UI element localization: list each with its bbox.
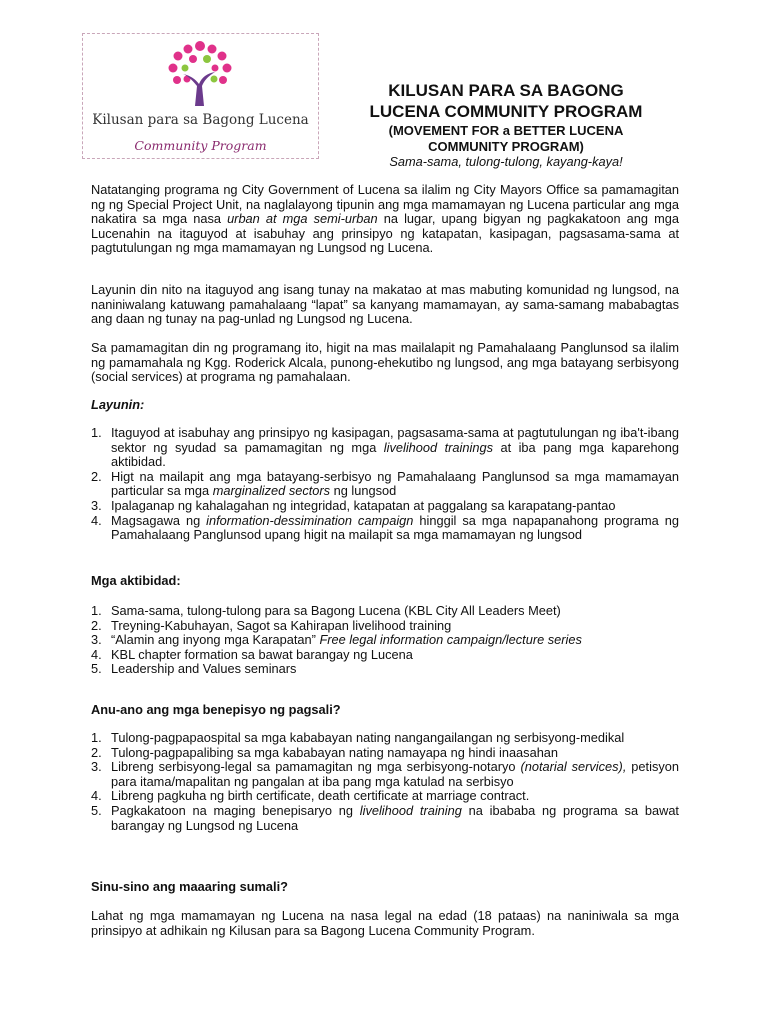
- list-item: [91, 619, 679, 634]
- text-run: Tulong-pagpapalibing sa mga kababayan nating namayapa ng hindi inaasahan: [111, 744, 559, 760]
- text-run: Treyning-Kabuhayan, Sagot sa Kahirapan livelihood training: [111, 617, 452, 633]
- text-run-italic: information-dessimination campaign: [206, 512, 414, 528]
- text-run-italic: (notarial services),: [520, 759, 627, 775]
- list-number: 2.: [91, 468, 102, 484]
- list-item: [91, 633, 679, 648]
- benepisyo-heading: Anu-ano ang mga benepisyo ng pagsali?: [91, 702, 341, 717]
- text-run-italic: marginalized sectors: [212, 483, 331, 499]
- text-run-italic: urban at mga semi-urban: [227, 211, 378, 227]
- list-number: 5.: [91, 802, 102, 818]
- text-run: na ibababa ng programa sa bawat barangay ng Lungsod ng Lucena: [111, 802, 679, 833]
- text-run: hinggil sa mga napapanahong programa ng Pamahalaang Panglunsod upang higit na mailapit sa mga mamamayan ng lungsod: [111, 512, 679, 543]
- aktibidad-heading: Mga aktibidad:: [91, 573, 181, 588]
- layunin-heading: Layunin:: [91, 397, 145, 412]
- sinusino-heading: Sinu-sino ang maaaring sumali?: [91, 879, 288, 894]
- text-run: Pagkakatoon na maging benepisaryo ng: [111, 802, 360, 818]
- list-item: [91, 662, 679, 677]
- list-number: 3.: [91, 759, 102, 775]
- text-run: Itaguyod at isabuhay ang prinsipyo ng kasipagan, pagsasama-sama at pagtutulungan ng iba't-ibang sektor ng syudad sa pamamagitan ng mga: [111, 425, 679, 455]
- text-run: Sama-sama, tulong-tulong para sa Bagong Lucena (KBL City All Leaders Meet): [111, 603, 561, 618]
- list-item: [91, 426, 679, 470]
- text-run: Higt na mailapit ang mga batayang-serbisyo ng Pamahalaang Panglunsod sa mga mamamayan particular sa mga: [111, 468, 679, 499]
- list-number: 3.: [91, 497, 102, 513]
- list-number: 2.: [91, 744, 102, 760]
- tagline: Sama-sama, tulong-tulong, kayang-kaya!: [389, 154, 623, 169]
- list-number: 1.: [91, 425, 102, 440]
- benepisyo-list: [91, 731, 679, 833]
- list-number: 4.: [91, 788, 102, 804]
- text-run: na lugar, upang bigyan ng pagkakatoon ang mga Lucenahin na itaguyod at isabuhay ang prinsipyo ng katapatan, kasipagan, pagsasama-sama at pagtutulungan ng mga mamamayan ng Lungsod ng Lucena.: [91, 211, 679, 256]
- list-number: 3.: [91, 632, 102, 648]
- intro-paragraph-2: Layunin din nito na itaguyod ang isang tunay na makatao at mas mabuting komunidad ng lungsod, na naniniwalang katuwang pamahalaang “lapat” sa kanyang mamamayan, ay sama-samang mababagtas ang daan ng tunay na pag-unlad ng Lungsod ng Lucena.: [91, 282, 679, 327]
- list-item: [91, 731, 679, 746]
- list-item: [91, 760, 679, 789]
- list-number: 4.: [91, 646, 102, 662]
- text-run: KBL chapter formation sa bawat barangay ng Lucena: [111, 646, 413, 662]
- title-line-1: KILUSAN PARA SA BAGONG: [388, 81, 624, 100]
- text-run-italic: livelihood trainings: [383, 439, 493, 455]
- list-number: 1.: [91, 603, 102, 618]
- text-run: Magsagawa ng: [111, 512, 207, 528]
- list-item: [91, 746, 679, 761]
- text-run-italic: Free legal information campaign/lecture series: [319, 632, 582, 648]
- aktibidad-list: [91, 604, 679, 677]
- text-run: Natatanging programa ng City Government of Lucena sa ilalim ng City Mayors Office sa pamamagitan ng ng Special Project Unit, na naglalayong tipunin ang mga mamamayan ng Lucena particular ang mga nakatira sa mga nasa: [91, 182, 679, 227]
- text-run: Leadership and Values seminars: [111, 661, 297, 677]
- list-item: [91, 604, 679, 619]
- program-logo: [82, 33, 319, 159]
- text-run: at iba pang mga kaparehong aktibidad.: [111, 439, 680, 470]
- text-run: Tulong-pagpapaospital sa mga kababayan nating nangangailangan ng serbisyong-medikal: [111, 730, 625, 745]
- intro-paragraph-1: [91, 183, 679, 256]
- document-header: [330, 80, 682, 170]
- subtitle-line-2: COMMUNITY PROGRAM): [428, 139, 584, 154]
- text-run: “Alamin ang inyong mga Karapatan”: [111, 632, 320, 648]
- text-run: petisyon para itama/mapalitan ng pangalan at iba pang mga katulad na serbisyo: [111, 759, 679, 789]
- list-item: [91, 514, 679, 543]
- layunin-list: [91, 426, 679, 543]
- sinusino-paragraph: Lahat ng mga mamamayan ng Lucena na nasa legal na edad (18 pataas) na naniniwala sa mga prinsipyo at adhikain ng Kilusan para sa Bagong Lucena Community Program.: [91, 908, 679, 938]
- title-line-2: LUCENA COMMUNITY PROGRAM: [369, 102, 643, 121]
- text-run: ng lungsod: [330, 483, 397, 499]
- text-run-italic: livelihood training: [359, 802, 462, 818]
- list-number: 2.: [91, 617, 102, 633]
- subtitle-line-1: (MOVEMENT FOR a BETTER LUCENA: [388, 123, 624, 138]
- list-item: [91, 648, 679, 663]
- text-run: Ipalaganap ng kahalagahan ng integridad, katapatan at paggalang sa karapatang-pantao: [111, 497, 616, 513]
- logo-program-name: Community Program: [134, 138, 267, 153]
- tree-dots: [169, 41, 232, 84]
- list-number: 4.: [91, 512, 102, 528]
- list-number: 5.: [91, 661, 102, 677]
- list-number: 1.: [91, 730, 102, 745]
- logo-org-name: Kilusan para sa Bagong Lucena: [92, 112, 309, 128]
- list-item: [91, 499, 679, 514]
- list-item: [91, 470, 679, 499]
- list-item: [91, 804, 679, 833]
- text-run: Libreng pagkuha ng birth certificate, death certificate at marriage contract.: [111, 788, 530, 804]
- intro-paragraph-3: Sa pamamagitan din ng programang ito, higit na mas mailalapit ng Pamahalaang Panglunsod sa ilalim ng pamamahala ng Kgg. Roderick Alcala, punong-ehekutibo ng lungsod, ang mga batayang serbisyong (social services) at programa ng pamahalaan.: [91, 340, 679, 385]
- list-item: [91, 789, 679, 804]
- text-run: Libreng serbisyong-legal sa pamamagitan ng mga serbisyong-notaryo: [111, 759, 521, 775]
